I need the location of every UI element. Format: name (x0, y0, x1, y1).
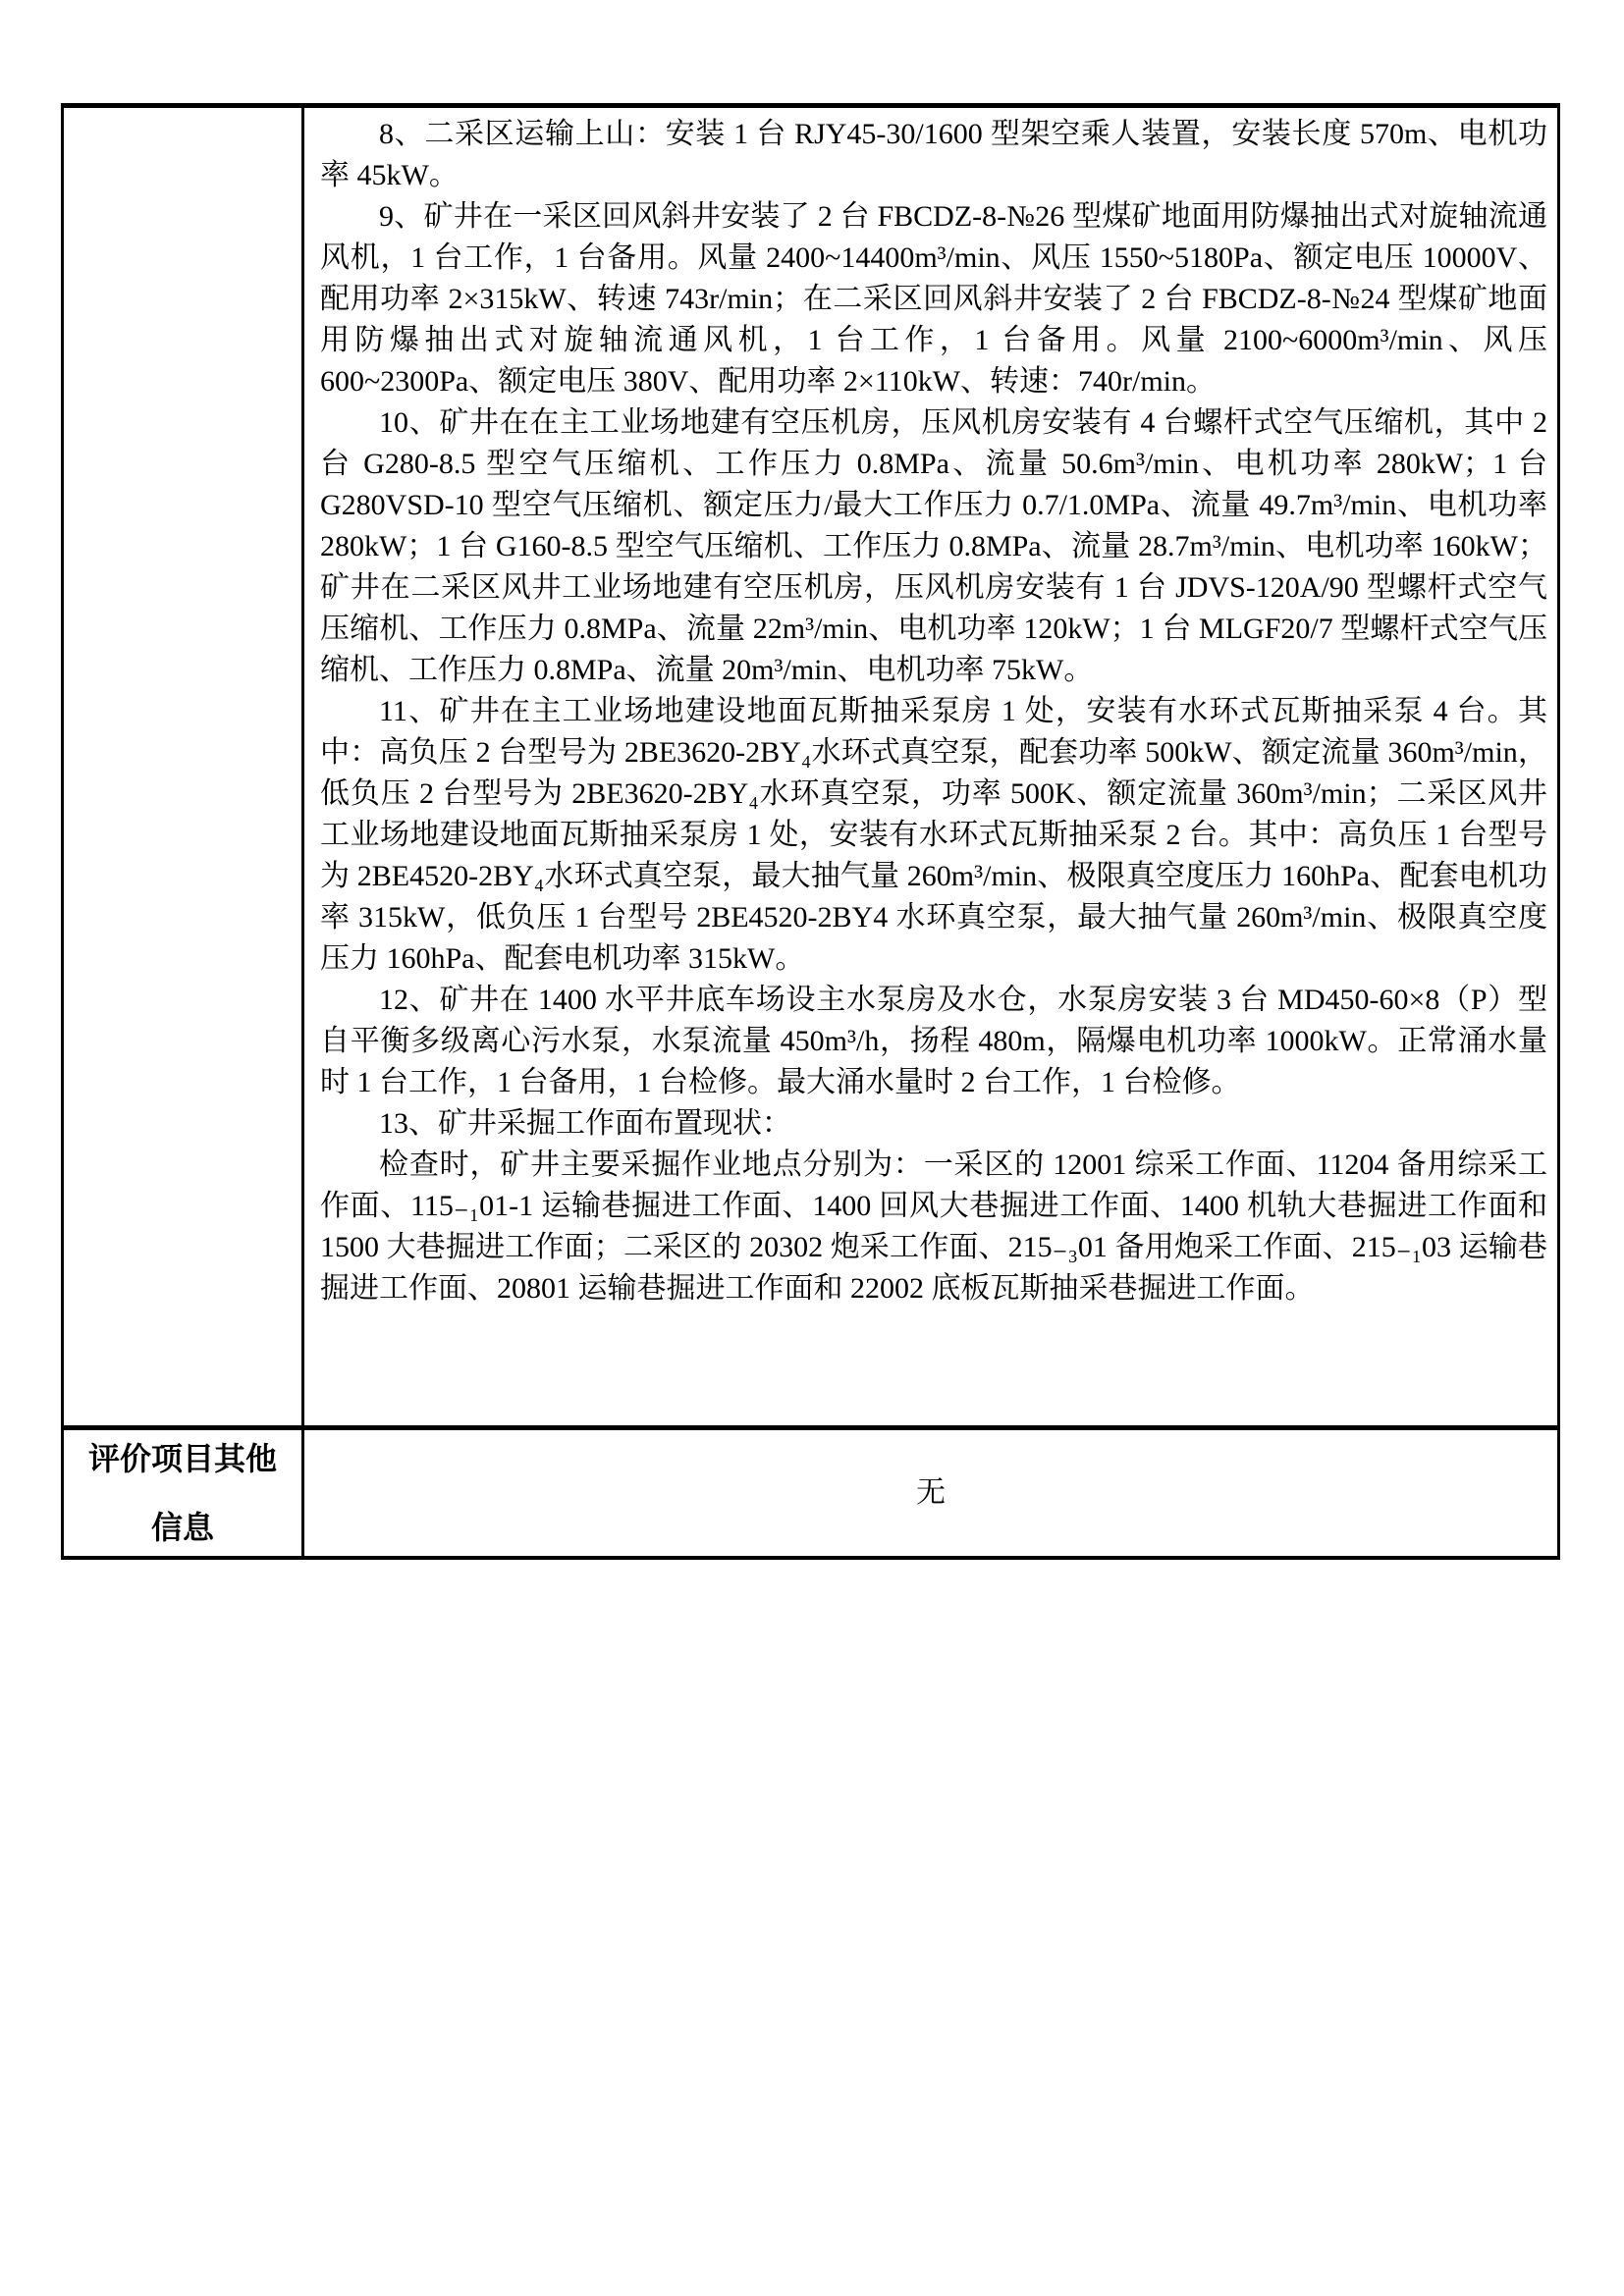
paragraph: 9、矿井在一采区回风斜井安装了 2 台 FBCDZ-8-№26 型煤矿地面用防爆抽出式对旋轴流通风机，1 台工作，1 台备用。风量 2400~14400m³/min、风压 1550~5180Pa、额定电压 10000V、配用功率 2×315kW、转速 743r/min；在二采区回风斜井安装了 2 台 FBCDZ-8-№24 型煤矿地面用防爆抽出式对旋轴流通风机，1 台工作，1 台备用。风量 2100~6000m³/min、风压 600~2300Pa、额定电压 380V、配用功率 2×110kW、转速：740r/min。 (320, 200, 1547, 398)
paragraph: 10、矿井在在主工业场地建有空压机房，压风机房安装有 4 台螺杆式空气压缩机，其中 2 台 G280-8.5 型空气压缩机、工作压力 0.8MPa、流量 50.6m³/min、电机功率 280kW；1 台 G280VSD-10 型空气压缩机、额定压力/最大工作压力 0.7/1.0MPa、流量 49.7m³/min、电机功率 280kW；1 台 G160-8.5 型空气压缩机、工作压力 0.8MPa、流量 28.7m³/min、电机功率 160kW；矿井在二采区风井工业场地建有空压机房，压风机房安装有 1 台 JDVS-120A/90 型螺杆式空气压缩机、工作压力 0.8MPa、流量 22m³/min、电机功率 120kW；1 台 MLGF20/7 型螺杆式空气压缩机、工作压力 0.8MPa、流量 20m³/min、电机功率 75kW。 (320, 406, 1547, 686)
paragraph: 13、矿井采掘工作面布置现状： (379, 1107, 791, 1140)
paragraph: 检查时，矿井主要采掘作业地点分别为：一采区的 12001 综采工作面、11204 备用综采工作面、115₋₁01-1 运输巷掘进工作面、1400 回风大巷掘进工作面、1400 机轨大巷掘进工作面和 1500 大巷掘进工作面；二采区的 20302 炮采工作面、215₋₃01 备用炮采工作面、215₋₁03 运输巷掘进工作面、20801 运输巷掘进工作面和 22002 底板瓦斯抽采巷掘进工作面。 (320, 1148, 1547, 1305)
other-info-value-cell (304, 1430, 1557, 1556)
evaluation-table (61, 103, 1560, 1560)
other-info-label-cell (64, 1430, 304, 1556)
paragraph: 12、矿井在 1400 水平井底车场设主水泵房及水仓，水泵房安装 3 台 MD450-60×8（P）型自平衡多级离心污水泵，水泵流量 450m³/h，扬程 480m，隔爆电机功率 1000kW。正常涌水量时 1 台工作，1 台备用，1 台检修。最大涌水量时 2 台工作，1 台检修。 (320, 984, 1547, 1098)
other-info-value: 无 (916, 1476, 946, 1509)
content-paragraphs (320, 114, 1547, 1309)
other-info-label: 评价项目其他信息 (87, 1441, 277, 1545)
main-row-label-cell (64, 108, 304, 1425)
paragraph: 11、矿井在主工业场地建设地面瓦斯抽采泵房 1 处，安装有水环式瓦斯抽采泵 4 台。其中：高负压 2 台型号为 2BE3620-2BY₄水环式真空泵，配套功率 500kW、额定流量 360m³/min，低负压 2 台型号为 2BE3620-2BY₄水环真空泵，功率 500K、额定流量 360m³/min；二采区风井工业场地建设地面瓦斯抽采泵房 1 处，安装有水环式瓦斯抽采泵 2 台。其中：高负压 1 台型号为 2BE4520-2BY₄水环式真空泵，最大抽气量 260m³/min、极限真空度压力 160hPa、配套电机功率 315kW，低负压 1 台型号 2BE4520-2BY4 水环真空泵，最大抽气量 260m³/min、极限真空度压力 160hPa、配套电机功率 315kW。 (320, 695, 1547, 975)
main-row-content-cell (304, 108, 1557, 1425)
paragraph: 8、二采区运输上山：安装 1 台 RJY45-30/1600 型架空乘人装置，安装长度 570m、电机功率 45kW。 (320, 118, 1547, 191)
table-row-main (64, 108, 1557, 1425)
table-row-other-info (64, 1425, 1557, 1556)
